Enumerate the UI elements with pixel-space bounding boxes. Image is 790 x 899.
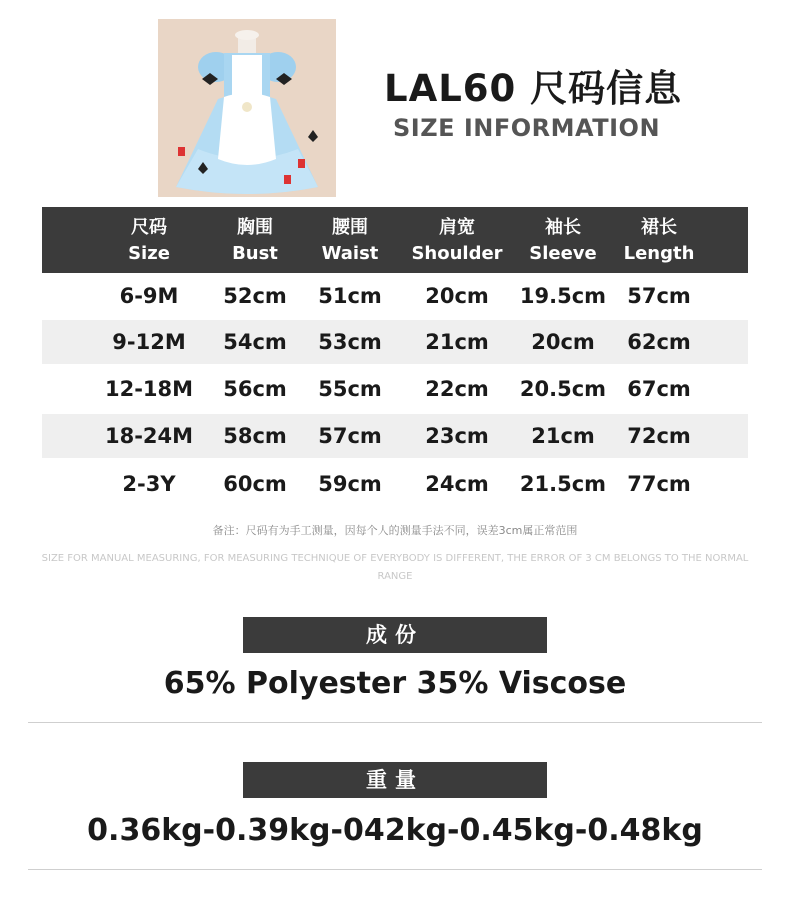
page-title: LAL60 尺码信息	[384, 67, 683, 110]
cell-sleeve: 21.5cm	[519, 472, 607, 496]
column-header-size: 尺码 Size	[128, 217, 170, 264]
cell-length: 72cm	[627, 424, 691, 448]
page-subtitle: SIZE INFORMATION	[393, 114, 661, 142]
cell-length: 62cm	[627, 330, 691, 354]
table-row	[42, 367, 748, 411]
cell-length: 57cm	[627, 284, 691, 308]
column-header-shoulder: 肩宽 Shoulder	[411, 217, 503, 264]
cell-bust: 52cm	[223, 284, 287, 308]
composition-label: 成份	[243, 617, 547, 653]
product-photo	[158, 19, 336, 197]
weight-label: 重量	[243, 762, 547, 798]
column-header-length: 裙长 Length	[623, 217, 695, 264]
cell-size: 9-12M	[112, 330, 186, 354]
column-header-sleeve: 袖长 Sleeve	[529, 217, 597, 264]
cell-shoulder: 21cm	[425, 330, 489, 354]
divider	[28, 722, 762, 723]
cell-sleeve: 19.5cm	[519, 284, 607, 308]
column-header-bust: 胸围 Bust	[232, 217, 278, 264]
cell-size: 12-18M	[104, 377, 194, 401]
cell-waist: 55cm	[318, 377, 382, 401]
table-row	[42, 320, 748, 364]
cell-sleeve: 20.5cm	[519, 377, 607, 401]
cell-bust: 60cm	[223, 472, 287, 496]
cell-waist: 57cm	[318, 424, 382, 448]
note-chinese: 备注：尺码有为手工测量，因每个人的测量手法不同，误差3cm属正常范围	[212, 524, 578, 537]
table-row	[42, 462, 748, 506]
weight-value: 0.36kg-0.39kg-042kg-0.45kg-0.48kg	[87, 813, 703, 848]
cell-length: 77cm	[627, 472, 691, 496]
table-row	[42, 414, 748, 458]
cell-shoulder: 22cm	[425, 377, 489, 401]
cell-shoulder: 24cm	[425, 472, 489, 496]
cell-sleeve: 21cm	[531, 424, 595, 448]
size-table-header	[42, 207, 748, 273]
dress-illustration	[158, 19, 336, 197]
table-row	[42, 274, 748, 318]
cell-size: 2-3Y	[122, 472, 176, 496]
cell-bust: 58cm	[223, 424, 287, 448]
column-header-waist: 腰围 Waist	[321, 217, 379, 264]
cell-bust: 54cm	[223, 330, 287, 354]
divider	[28, 869, 762, 870]
cell-shoulder: 23cm	[425, 424, 489, 448]
note-english: SIZE FOR MANUAL MEASURING, FOR MEASURING TECHNIQUE OF EVERYBODY IS DIFFERENT, THE ERROR OF 3 CM BELONGS TO THE NORMAL RANGE	[41, 553, 749, 582]
cell-waist: 59cm	[318, 472, 382, 496]
cell-waist: 51cm	[318, 284, 382, 308]
cell-bust: 56cm	[223, 377, 287, 401]
cell-waist: 53cm	[318, 330, 382, 354]
cell-shoulder: 20cm	[425, 284, 489, 308]
cell-size: 6-9M	[119, 284, 179, 308]
composition-value: 65% Polyester 35% Viscose	[163, 666, 627, 701]
cell-length: 67cm	[627, 377, 691, 401]
cell-sleeve: 20cm	[531, 330, 595, 354]
cell-size: 18-24M	[104, 424, 194, 448]
